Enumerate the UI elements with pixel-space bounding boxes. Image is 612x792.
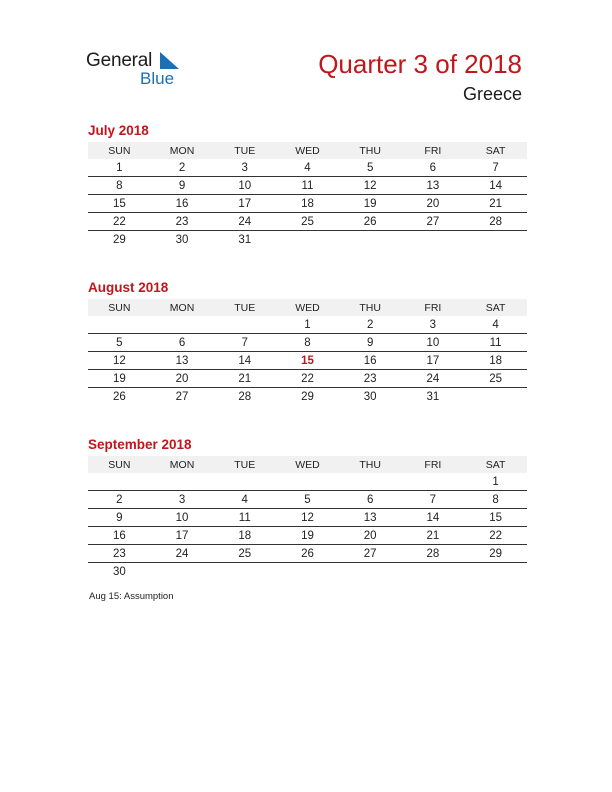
weekday-header: MON — [151, 142, 214, 159]
weekday-header: FRI — [402, 456, 465, 473]
day-cell: 28 — [464, 213, 527, 231]
weekday-header: FRI — [402, 299, 465, 316]
day-cell: 19 — [276, 527, 339, 545]
day-cell: 27 — [175, 390, 189, 403]
week-row — [88, 370, 527, 388]
day-cell: 3 — [213, 159, 276, 177]
day-cell: 1 — [88, 159, 151, 177]
day-cell: 24 — [151, 545, 214, 563]
day-cell: 12 — [339, 177, 402, 195]
day-cell — [464, 231, 527, 249]
weekday-header: WED — [276, 456, 339, 473]
day-cell: 31 — [238, 233, 252, 246]
day-cell: 9 — [339, 334, 402, 352]
month-september — [88, 436, 527, 580]
day-cell: 20 — [339, 527, 402, 545]
day-cell: 8 — [88, 177, 151, 195]
day-cell — [88, 473, 151, 491]
day-cell — [151, 316, 214, 334]
week-row — [88, 509, 527, 527]
day-cell: 11 — [276, 177, 339, 195]
day-cell: 26 — [112, 390, 126, 403]
day-cell — [339, 231, 402, 249]
weekday-header: WED — [276, 299, 339, 316]
day-cell: 23 — [151, 213, 214, 231]
day-cell — [402, 473, 465, 491]
weekday-header: SUN — [88, 142, 151, 159]
day-cell: 3 — [402, 316, 465, 334]
day-cell — [464, 563, 527, 581]
month-august — [88, 279, 527, 405]
weekday-header: TUE — [213, 456, 276, 473]
day-cell — [213, 316, 276, 334]
day-cell: 29 — [301, 390, 314, 403]
day-cell: 1 — [464, 473, 527, 491]
day-cell: 25 — [213, 545, 276, 563]
day-cell: 15 — [464, 509, 527, 527]
day-cell: 21 — [213, 370, 276, 388]
day-cell: 20 — [402, 195, 465, 213]
calendar-table-july — [88, 142, 527, 248]
day-cell — [402, 231, 465, 249]
day-cell: 19 — [88, 370, 151, 388]
day-cell: 13 — [151, 352, 214, 370]
weekday-header: TUE — [213, 299, 276, 316]
day-cell — [339, 563, 402, 581]
day-cell: 29 — [112, 233, 126, 246]
day-cell: 24 — [402, 370, 465, 388]
day-cell: 14 — [213, 352, 276, 370]
day-cell: 16 — [151, 195, 214, 213]
day-cell: 11 — [464, 334, 527, 352]
day-cell: 7 — [464, 159, 527, 177]
day-cell: 25 — [464, 370, 527, 388]
weekday-header: SAT — [464, 299, 527, 316]
day-cell: 22 — [464, 527, 527, 545]
day-cell: 13 — [339, 509, 402, 527]
week-row — [88, 473, 527, 491]
calendar-table-september — [88, 456, 527, 580]
day-cell: 19 — [339, 195, 402, 213]
weekday-header: FRI — [402, 142, 465, 159]
day-cell: 21 — [464, 195, 527, 213]
week-row — [88, 159, 527, 177]
day-cell: 18 — [276, 195, 339, 213]
day-cell — [88, 316, 151, 334]
day-cell: 7 — [402, 491, 465, 509]
day-cell — [339, 473, 402, 491]
week-row — [88, 491, 527, 509]
weekday-header: THU — [339, 456, 402, 473]
country-name: Greece — [462, 84, 522, 104]
day-cell: 28 — [402, 545, 465, 563]
week-row — [88, 563, 527, 581]
day-cell: 9 — [88, 509, 151, 527]
day-cell: 7 — [213, 334, 276, 352]
day-cell: 14 — [402, 509, 465, 527]
week-row — [88, 177, 527, 195]
day-cell: 23 — [88, 545, 151, 563]
day-cell: 6 — [151, 334, 214, 352]
day-cell — [213, 473, 276, 491]
day-cell: 30 — [175, 233, 189, 246]
holiday-day-cell: 15 — [276, 352, 339, 370]
weekday-header: THU — [339, 299, 402, 316]
day-cell: 23 — [339, 370, 402, 388]
day-cell: 17 — [213, 195, 276, 213]
week-row — [88, 231, 527, 249]
day-cell: 22 — [88, 213, 151, 231]
weekday-header: SAT — [464, 142, 527, 159]
page-title: Quarter 3 of 2018 — [318, 49, 522, 79]
week-row — [88, 352, 527, 370]
week-row — [88, 527, 527, 545]
day-cell: 25 — [276, 213, 339, 231]
day-cell: 5 — [276, 491, 339, 509]
day-cell: 30 — [112, 565, 126, 578]
day-cell: 17 — [402, 352, 465, 370]
day-cell: 28 — [238, 390, 252, 403]
day-cell: 15 — [88, 195, 151, 213]
day-cell: 1 — [276, 316, 339, 334]
day-cell: 12 — [276, 509, 339, 527]
day-cell: 10 — [151, 509, 214, 527]
weekday-header: MON — [151, 456, 214, 473]
day-cell: 20 — [151, 370, 214, 388]
day-cell: 8 — [276, 334, 339, 352]
day-cell — [276, 563, 339, 581]
day-cell: 16 — [88, 527, 151, 545]
week-row — [88, 334, 527, 352]
day-cell: 29 — [464, 545, 527, 563]
day-cell: 5 — [88, 334, 151, 352]
day-cell: 5 — [339, 159, 402, 177]
day-cell — [402, 563, 465, 581]
day-cell: 2 — [339, 316, 402, 334]
day-cell: 6 — [339, 491, 402, 509]
day-cell: 27 — [339, 545, 402, 563]
week-row — [88, 316, 527, 334]
day-cell: 8 — [464, 491, 527, 509]
day-cell — [151, 563, 214, 581]
day-cell: 30 — [363, 390, 377, 403]
month-title: September 2018 — [88, 437, 192, 452]
day-cell: 13 — [402, 177, 465, 195]
day-cell: 4 — [276, 159, 339, 177]
day-cell: 31 — [426, 390, 440, 403]
day-cell: 21 — [402, 527, 465, 545]
weekday-header: SUN — [88, 299, 151, 316]
logo-text-general: General — [86, 50, 153, 71]
day-cell: 18 — [464, 352, 527, 370]
day-cell: 3 — [151, 491, 214, 509]
week-row — [88, 545, 527, 563]
logo-triangle-icon — [158, 52, 180, 70]
day-cell: 24 — [213, 213, 276, 231]
day-cell: 12 — [88, 352, 151, 370]
day-cell: 14 — [464, 177, 527, 195]
day-cell: 22 — [276, 370, 339, 388]
weekday-header: WED — [276, 142, 339, 159]
week-row — [88, 195, 527, 213]
month-title: July 2018 — [88, 123, 149, 138]
day-cell — [464, 388, 527, 406]
weekday-header: THU — [339, 142, 402, 159]
weekday-header: MON — [151, 299, 214, 316]
day-cell — [276, 473, 339, 491]
day-cell: 26 — [276, 545, 339, 563]
day-cell: 4 — [213, 491, 276, 509]
day-cell: 17 — [151, 527, 214, 545]
day-cell: 10 — [402, 334, 465, 352]
day-cell: 4 — [464, 316, 527, 334]
day-cell: 11 — [213, 509, 276, 527]
generalblue-logo — [86, 50, 196, 90]
day-cell: 6 — [402, 159, 465, 177]
holiday-note: Aug 15: Assumption — [89, 591, 174, 602]
day-cell: 18 — [213, 527, 276, 545]
logo-text-blue: Blue — [140, 69, 175, 88]
day-cell: 16 — [339, 352, 402, 370]
day-cell: 27 — [402, 213, 465, 231]
day-cell: 9 — [151, 177, 214, 195]
day-cell: 2 — [151, 159, 214, 177]
weekday-header: SUN — [88, 456, 151, 473]
day-cell: 10 — [213, 177, 276, 195]
day-cell — [151, 473, 214, 491]
weekday-header: SAT — [464, 456, 527, 473]
day-cell — [276, 231, 339, 249]
month-title: August 2018 — [88, 280, 169, 295]
day-cell: 26 — [339, 213, 402, 231]
calendar-table-august — [88, 299, 527, 405]
month-july — [88, 122, 527, 248]
day-cell: 2 — [88, 491, 151, 509]
week-row — [88, 213, 527, 231]
weekday-header: TUE — [213, 142, 276, 159]
week-row — [88, 388, 527, 406]
day-cell — [213, 563, 276, 581]
